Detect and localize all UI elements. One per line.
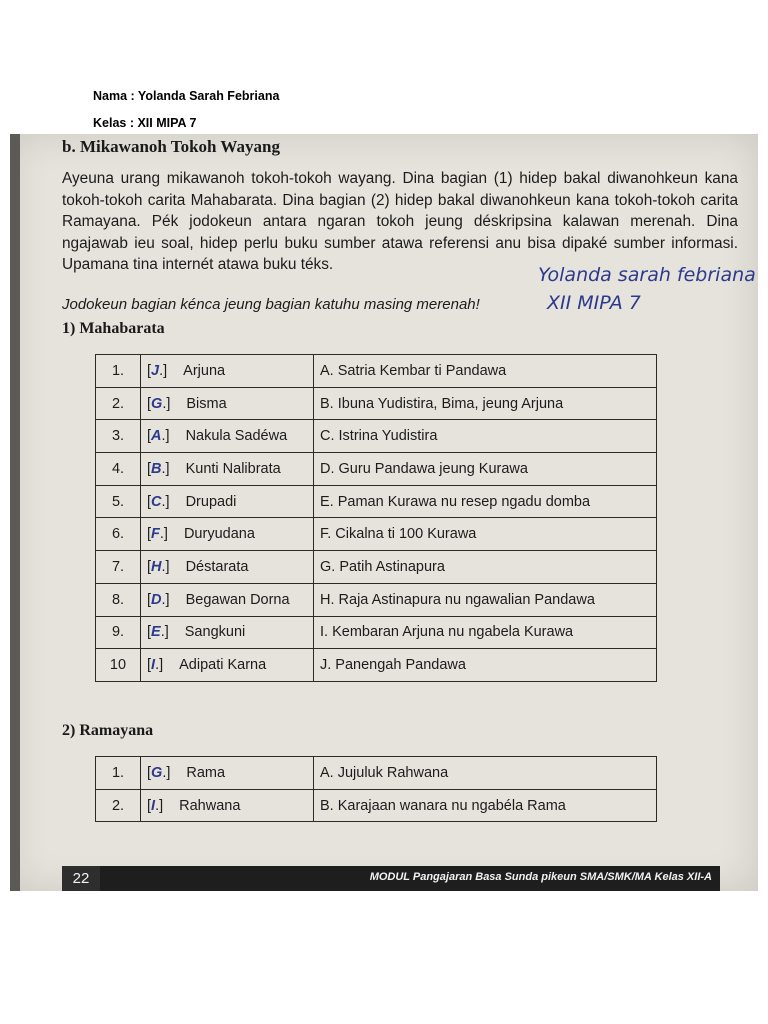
mahabarata-row: [96, 387, 657, 420]
handwritten-answer: B: [151, 460, 162, 477]
mahabarata-row: [96, 453, 657, 486]
handwritten-answer: H: [151, 558, 162, 575]
footer-text: MODUL Pangajaran Basa Sunda pikeun SMA/SMK/MA Kelas XII-A: [369, 871, 712, 883]
character-name: Drupadi: [185, 493, 237, 510]
character-name: Déstarata: [185, 558, 249, 575]
ramayana-row: [96, 789, 657, 822]
bracket-open: [: [147, 526, 152, 543]
description-cell: G. Patih Astinapura: [314, 551, 657, 584]
page-number: 22: [62, 866, 100, 891]
bracket-close: .]: [162, 395, 171, 412]
handwritten-answer: E: [151, 624, 161, 641]
handwritten-name: Yolanda sarah febriana: [538, 264, 756, 286]
description-cell: A. Jujuluk Rahwana: [314, 757, 657, 790]
bracket-open: [: [147, 428, 152, 445]
description-cell: E. Paman Kurawa nu resep ngadu domba: [314, 485, 657, 518]
bracket-open: [: [147, 764, 152, 781]
intro-paragraph: Ayeuna urang mikawanoh tokoh-tokoh wayang. Dina bagian (1) hidep bakal diwanohkeun kana tokoh-tokoh carita Mahabarata. Dina bagian (2) hidep bakal diwanohkeun kana tokoh-tokoh carita Ramayana. Pék jodokeun antara ngaran tokoh jeung déskripsina kalawan merenah. Dina ngajawab ieu soal, hidep perlu buku sumber atawa referensi anu bisa dipaké sumber informasi. Upamana tina internét atawa buku téks.: [62, 170, 738, 273]
character-name: Nakula Sadéwa: [185, 428, 288, 445]
row-number: 2.: [96, 789, 141, 822]
answer-cell: [141, 583, 314, 616]
handwritten-answer: I: [151, 797, 156, 814]
worksheet-photo: [10, 134, 758, 891]
bracket-close: .]: [155, 657, 164, 674]
handwritten-answer: G: [151, 395, 163, 412]
section-title: b. Mikawanoh Tokoh Wayang: [62, 137, 280, 156]
character-name: Adipati Karna: [179, 657, 267, 674]
bracket-open: [: [147, 493, 152, 510]
bracket-close: .]: [159, 362, 168, 379]
bracket-open: [: [147, 657, 152, 674]
ramayana-table: [95, 756, 657, 822]
row-number: 8.: [96, 583, 141, 616]
row-number: 9.: [96, 616, 141, 649]
mahabarata-table: [95, 354, 657, 682]
row-number: 2.: [96, 387, 141, 420]
bracket-close: .]: [161, 493, 170, 510]
mahabarata-row: [96, 649, 657, 682]
mahabarata-heading: 1) Mahabarata: [62, 320, 165, 337]
mahabarata-row: [96, 551, 657, 584]
description-cell: B. Karajaan wanara nu ngabéla Rama: [314, 789, 657, 822]
bracket-close: .]: [161, 591, 170, 608]
bracket-open: [: [147, 797, 152, 814]
handwritten-answer: I: [151, 657, 156, 674]
character-name: Bisma: [186, 395, 227, 412]
character-name: Rahwana: [179, 797, 241, 814]
answer-cell: [141, 757, 314, 790]
character-name: Kunti Nalibrata: [185, 460, 281, 477]
instruction-text: Jodokeun bagian kénca jeung bagian katuhu masing merenah!: [62, 296, 480, 313]
handwritten-answer: D: [151, 591, 162, 608]
bracket-open: [: [147, 558, 152, 575]
row-number: 5.: [96, 485, 141, 518]
mahabarata-row: [96, 518, 657, 551]
description-cell: H. Raja Astinapura nu ngawalian Pandawa: [314, 583, 657, 616]
character-name: Begawan Dorna: [185, 591, 290, 608]
description-cell: D. Guru Pandawa jeung Kurawa: [314, 453, 657, 486]
character-name: Sangkuni: [184, 624, 246, 641]
handwritten-answer: J: [151, 362, 160, 379]
handwritten-answer: G: [151, 764, 163, 781]
description-cell: B. Ibuna Yudistira, Bima, jeung Arjuna: [314, 387, 657, 420]
bracket-close: .]: [155, 797, 164, 814]
answer-cell: [141, 387, 314, 420]
bracket-close: .]: [161, 558, 170, 575]
ramayana-row: [96, 757, 657, 790]
handwritten-answer: A: [151, 428, 162, 445]
mahabarata-row: [96, 485, 657, 518]
row-number: 1.: [96, 757, 141, 790]
description-cell: J. Panengah Pandawa: [314, 649, 657, 682]
character-name: Duryudana: [183, 526, 255, 543]
answer-cell: [141, 453, 314, 486]
answer-cell: [141, 485, 314, 518]
handwritten-answer: F: [151, 526, 160, 543]
mahabarata-row: [96, 583, 657, 616]
bracket-close: .]: [162, 764, 171, 781]
bracket-open: [: [147, 624, 152, 641]
description-cell: A. Satria Kembar ti Pandawa: [314, 355, 657, 388]
answer-cell: [141, 355, 314, 388]
answer-cell: [141, 616, 314, 649]
handwritten-class: XII MIPA 7: [547, 292, 641, 314]
bracket-open: [: [147, 591, 152, 608]
character-name: Arjuna: [183, 362, 226, 379]
bracket-close: .]: [160, 624, 169, 641]
handwritten-answer: C: [151, 493, 162, 510]
character-name: Rama: [186, 764, 226, 781]
student-name-line: Nama : Yolanda Sarah Febriana: [93, 89, 280, 103]
row-number: 10: [96, 649, 141, 682]
mahabarata-row: [96, 420, 657, 453]
bracket-close: .]: [161, 428, 170, 445]
row-number: 6.: [96, 518, 141, 551]
row-number: 1.: [96, 355, 141, 388]
bracket-close: .]: [161, 460, 170, 477]
bracket-open: [: [147, 362, 152, 379]
ramayana-heading: 2) Ramayana: [62, 722, 154, 739]
description-cell: I. Kembaran Arjuna nu ngabela Kurawa: [314, 616, 657, 649]
answer-cell: [141, 551, 314, 584]
mahabarata-row: [96, 616, 657, 649]
answer-cell: [141, 518, 314, 551]
answer-cell: [141, 420, 314, 453]
answer-cell: [141, 649, 314, 682]
description-cell: F. Cikalna ti 100 Kurawa: [314, 518, 657, 551]
mahabarata-row: [96, 355, 657, 388]
page-footer: [62, 866, 720, 891]
bracket-open: [: [147, 460, 152, 477]
student-class-line: Kelas : XII MIPA 7: [93, 116, 197, 130]
row-number: 7.: [96, 551, 141, 584]
bracket-close: .]: [159, 526, 168, 543]
bracket-open: [: [147, 395, 152, 412]
description-cell: C. Istrina Yudistira: [314, 420, 657, 453]
row-number: 4.: [96, 453, 141, 486]
photo-shadow-edge: [10, 134, 20, 891]
row-number: 3.: [96, 420, 141, 453]
answer-cell: [141, 789, 314, 822]
